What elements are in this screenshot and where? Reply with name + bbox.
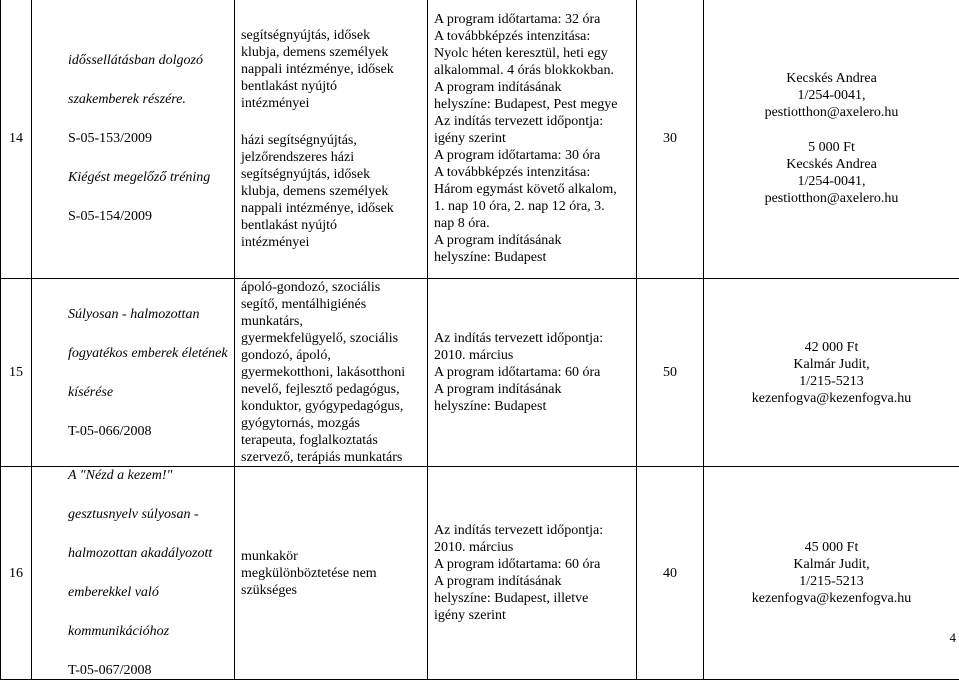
target-group-line: intézményei [241, 95, 427, 112]
program-detail-line: Az indítás tervezett időpontja: [434, 522, 636, 539]
program-details-cell [428, 279, 637, 467]
program-title-line: Kiégést megelőző tréning [68, 169, 234, 186]
target-group-cell [235, 279, 428, 467]
target-group-line: segítségnyújtás, idősek [241, 166, 427, 183]
program-details-cell [428, 0, 637, 279]
accreditation-code: S-05-154/2009 [68, 208, 234, 225]
target-group-line: munkakör [241, 548, 427, 565]
spacer [68, 562, 234, 584]
spacer [68, 523, 234, 545]
table-row [1, 467, 959, 680]
accreditation-code: T-05-066/2008 [68, 423, 234, 440]
program-title-line: gesztusnyelv súlyosan - [68, 506, 234, 523]
program-detail-line: A program időtartama: 32 óra [434, 11, 636, 28]
program-detail-line: igény szerint [434, 130, 636, 147]
target-group-line: konduktor, gyógypedagógus, [241, 398, 427, 415]
program-detail-line: helyszíne: Budapest [434, 398, 636, 415]
contact-line: 1/215-5213 [704, 573, 959, 590]
participant-count: 50 [637, 279, 704, 467]
target-group-line: bentlakást nyújtó [241, 78, 427, 95]
page-number: 4 [950, 630, 957, 646]
program-detail-line: igény szerint [434, 607, 636, 624]
contact-line: pestiotthon@axelero.hu [704, 104, 959, 121]
spacer [68, 401, 234, 423]
spacer [68, 108, 234, 130]
program-detail-line: A program időtartama: 60 óra [434, 364, 636, 381]
row-number: 14 [1, 0, 32, 279]
program-details-cell [428, 467, 637, 680]
target-group-line: gyermekotthoni, lakásotthoni [241, 364, 427, 381]
program-detail-line: helyszíne: Budapest [434, 249, 636, 266]
contact-line: 45 000 Ft [704, 539, 959, 556]
participant-count: 40 [637, 467, 704, 680]
participant-count: 30 [637, 0, 704, 279]
target-group-line: klubja, demens személyek [241, 183, 427, 200]
table-row [1, 279, 959, 467]
contact-cell [704, 279, 959, 467]
target-group-line: terapeuta, foglalkoztatás [241, 432, 427, 449]
program-detail-line: helyszíne: Budapest, illetve [434, 590, 636, 607]
program-detail-line: A program időtartama: 60 óra [434, 556, 636, 573]
spacer [68, 640, 234, 662]
target-group-line: ápoló-gondozó, szociális [241, 279, 427, 296]
contact-line: Kalmár Judit, [704, 356, 959, 373]
target-group-line: klubja, demens személyek [241, 44, 427, 61]
program-title-line: A "Nézd a kezem!" [68, 467, 234, 484]
program-detail-line: 1. nap 10 óra, 2. nap 12 óra, 3. [434, 198, 636, 215]
row-number: 15 [1, 279, 32, 467]
spacer [68, 362, 234, 384]
spacer [68, 601, 234, 623]
contact-line: Kecskés Andrea [704, 156, 959, 173]
spacer [68, 69, 234, 91]
program-title-line: fogyatékos emberek életének [68, 345, 234, 362]
contact-line: 5 000 Ft [704, 139, 959, 156]
program-detail-line: A program indításának [434, 232, 636, 249]
contact-line: Kecskés Andrea [704, 70, 959, 87]
program-detail-line: A program indításának [434, 573, 636, 590]
contact-line: pestiotthon@axelero.hu [704, 190, 959, 207]
target-group-line: gondozó, ápoló, [241, 347, 427, 364]
program-detail-line: Az indítás tervezett időpontja: [434, 113, 636, 130]
spacer [704, 121, 959, 139]
contact-line: kezenfogva@kezenfogva.hu [704, 590, 959, 607]
spacer [68, 323, 234, 345]
contact-line: kezenfogva@kezenfogva.hu [704, 390, 959, 407]
target-group-line: bentlakást nyújtó [241, 217, 427, 234]
contact-line: 1/254-0041, [704, 87, 959, 104]
spacer [68, 484, 234, 506]
contact-line: 1/215-5213 [704, 373, 959, 390]
accreditation-code: T-05-067/2008 [68, 662, 234, 679]
target-group-line: gyermekfelügyelő, szociális [241, 330, 427, 347]
program-title-line: kommunikációhoz [68, 623, 234, 640]
program-title-line: szakemberek részére. [68, 91, 234, 108]
program-detail-line: A továbbképzés intenzitása: [434, 164, 636, 181]
target-group-line: segítő, mentálhigiénés [241, 296, 427, 313]
target-group-line: nappali intézménye, idősek [241, 61, 427, 78]
program-title-cell [32, 279, 235, 467]
program-detail-line: helyszíne: Budapest, Pest megye [434, 96, 636, 113]
program-detail-line: 2010. március [434, 347, 636, 364]
target-group-line: intézményei [241, 234, 427, 251]
target-group-line: nappali intézménye, idősek [241, 200, 427, 217]
program-title-line: Súlyosan - halmozottan [68, 306, 234, 323]
contact-line: Kalmár Judit, [704, 556, 959, 573]
program-detail-line: A továbbképzés intenzitása: [434, 28, 636, 45]
program-detail-line: alkalommal. 4 órás blokkokban. [434, 62, 636, 79]
program-title-line: kísérése [68, 384, 234, 401]
spacer [68, 186, 234, 208]
program-detail-line: A program indításának [434, 381, 636, 398]
target-group-line: nevelő, fejlesztő pedagógus, [241, 381, 427, 398]
target-group-line: segítségnyújtás, idősek [241, 27, 427, 44]
spacer [68, 147, 234, 169]
program-title-line: emberekkel való [68, 584, 234, 601]
target-group-cell [235, 0, 428, 279]
target-group-line: házi segítségnyújtás, [241, 132, 427, 149]
accreditation-code: S-05-153/2009 [68, 130, 234, 147]
program-detail-line: Három egymást követő alkalom, [434, 181, 636, 198]
program-detail-line: A program indításának [434, 79, 636, 96]
program-detail-line: A program időtartama: 30 óra [434, 147, 636, 164]
program-title-cell [32, 0, 235, 279]
contact-cell [704, 0, 959, 279]
program-title-line: halmozottan akadályozott [68, 545, 234, 562]
target-group-line: megkülönböztetése nem [241, 565, 427, 582]
table-row [1, 0, 959, 279]
program-detail-line: 2010. március [434, 539, 636, 556]
target-group-line: jelzőrendszeres házi [241, 149, 427, 166]
target-group-cell [235, 467, 428, 680]
target-group-line: munkatárs, [241, 313, 427, 330]
program-title-cell [32, 467, 235, 680]
program-detail-line: Nyolc héten keresztül, heti egy [434, 45, 636, 62]
target-group-line: gyógytornás, mozgás [241, 415, 427, 432]
program-title-line: időssellátásban dolgozó [68, 52, 234, 69]
spacer [241, 112, 427, 132]
contact-line: 42 000 Ft [704, 339, 959, 356]
program-detail-line: Az indítás tervezett időpontja: [434, 330, 636, 347]
target-group-line: szükséges [241, 582, 427, 599]
row-number: 16 [1, 467, 32, 680]
contact-cell [704, 467, 959, 680]
contact-line: 1/254-0041, [704, 173, 959, 190]
target-group-line: szervező, terápiás munkatárs [241, 449, 427, 466]
program-detail-line: nap 8 óra. [434, 215, 636, 232]
